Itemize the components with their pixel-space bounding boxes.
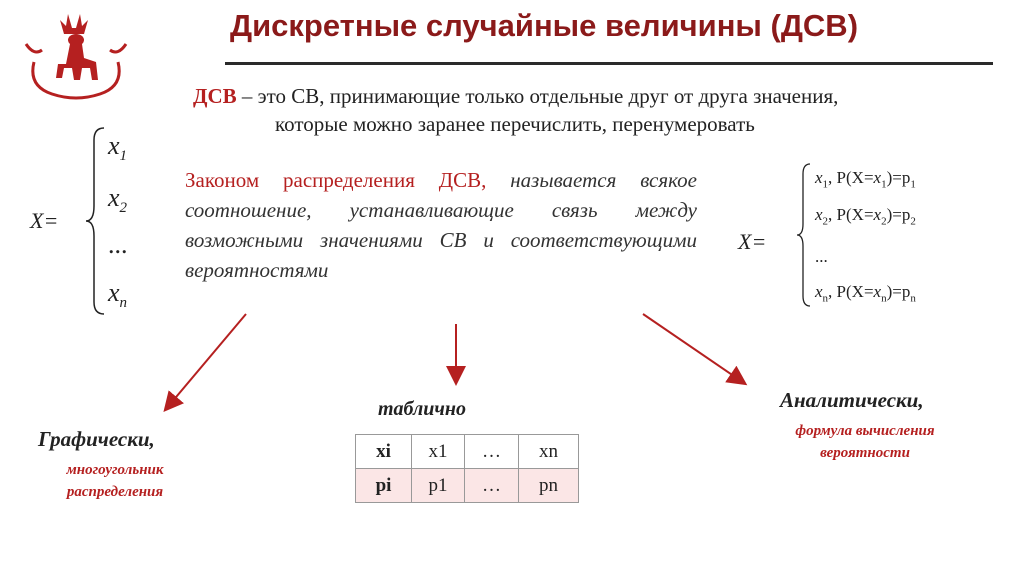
distribution-table	[355, 434, 579, 503]
table-cell: pn	[519, 469, 579, 503]
definition-line-2: которые можно заранее перечислить, перенумеровать	[275, 112, 755, 136]
slide-title: Дискретные случайные величины (ДСВ)	[230, 8, 859, 43]
table-method-title: таблично	[378, 398, 467, 420]
left-value-2: $x_2$	[108, 183, 128, 217]
definition-term: ДСВ	[193, 84, 237, 108]
left-value-n: $x_n$	[108, 278, 128, 312]
right-row-n: $x_n$, $P(X=x_n)=p_n$	[815, 282, 916, 305]
law-term: Законом распределения ДСВ,	[185, 168, 487, 192]
arrow-to-graphic	[166, 314, 246, 409]
table-cell: xn	[519, 435, 579, 469]
right-x-label: X=	[738, 229, 767, 254]
definition-text-1: – это СВ, принимающие только отдельные друг от друга значения,	[236, 84, 839, 108]
table-row	[356, 435, 579, 469]
table-cell: x1	[412, 435, 465, 469]
table-cell: …	[465, 435, 519, 469]
graphic-method-title: Графически,	[38, 427, 155, 451]
right-row-1: $x_1$, $P(X=x_1)=p_1$	[815, 168, 916, 191]
arrow-to-analytic	[643, 314, 744, 383]
analytic-method-title: Аналитически,	[780, 388, 924, 412]
table-cell: p1	[412, 469, 465, 503]
table-cell: …	[465, 469, 519, 503]
table-cell: pi	[356, 469, 412, 503]
table-row	[356, 469, 579, 503]
graphic-method-subtitle: многоугольник распределения	[66, 462, 164, 500]
left-value-ellipsis: ...	[108, 230, 128, 259]
table-cell: xi	[356, 435, 412, 469]
left-x-label: X=	[30, 208, 59, 233]
law-text: называется всякое соотношение, устанавливающие связь между возможными значениями СВ и соответствующими вероятностями	[185, 168, 697, 282]
analytic-method-subtitle: формула вычисления вероятности	[795, 423, 935, 461]
right-row-2: $x_2$, $P(X=x_2)=p_2$	[815, 205, 916, 228]
left-value-1: $x_1$	[108, 131, 128, 165]
right-row-ellipsis: ...	[815, 247, 828, 266]
